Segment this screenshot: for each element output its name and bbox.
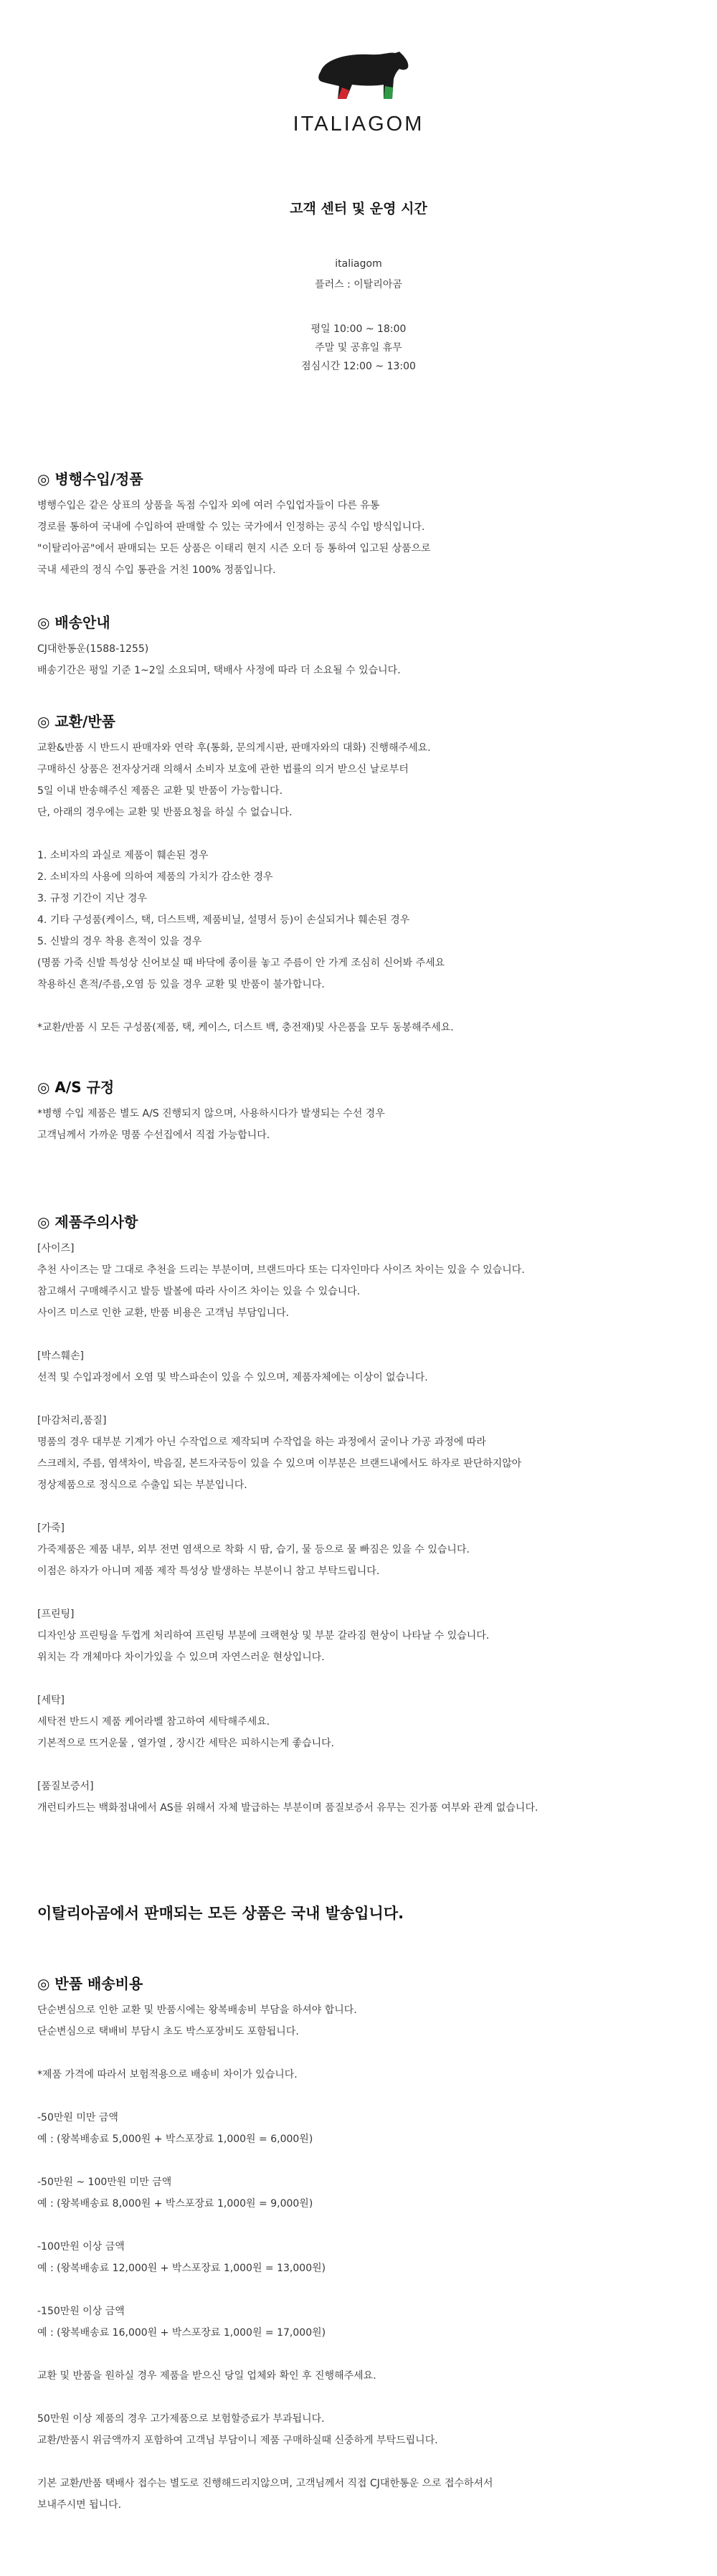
section-title-exchange: ◎ 교환/반품 [37, 713, 115, 730]
section-title-as: ◎ A/S 규정 [37, 1079, 115, 1096]
customer-center-weekday: 평일 10:00 ~ 18:00 [310, 323, 407, 335]
customer-center-lunch: 점심시간 12:00 ~ 13:00 [301, 361, 416, 372]
customer-center-title: 고객 센터 및 운영 시간 [290, 201, 427, 217]
section-title-caution: ◎ 제품주의사항 [37, 1213, 138, 1231]
customer-center-plus: 플러스 : 이탈리아곰 [315, 279, 402, 290]
section-body-exchange: 교환&반품 시 반드시 판매자와 연락 후(통화, 문의게시판, 판매자와의 대화) 진행해주세요. 구매하신 상품은 전자상거래 의해서 소비자 보호에 관한 법률의 의거 받으신 날로부터 5일 이내 반송해주신 제품은 교환 및 반품이 가능합니다. 단, 아래의 경우에는 교환 및 반품요청을 하실 수 없습니다. 1. 소비자의 과실로 제품이 훼손된 경우 2. 소비자의 사용에 의하여 제품의 가치가 감소한 경우 3. 규정 기간이 지난 경우 4. 기타 구성품(케이스, 택, 더스트백, 제품비닐, 설명서 등)이 손실되거나 훼손된 경우 5. 신발의 경우 착용 흔적이 있을 경우 (명품 가죽 신발 특성상 신어보실 때 바닥에 종이를 놓고 주름이 안 가게 조심히 신어봐 주세요 착용하신 흔적/주름,오염 등 있을 경우 교환 및 반품이 불가합니다. *교환/반품 시 모든 구성품(제품, 택, 케이스, 더스트 백, 충전재)및 사은품을 모두 동봉해주세요. [37, 742, 454, 1033]
section-body-shipping: CJ대한통운(1588-1255) 배송기간은 평일 기준 1~2일 소요되며, 택배사 사정에 따라 더 소요될 수 있습니다. [37, 643, 401, 676]
section-body-parallel-import: 병행수입은 같은 상표의 상품을 독점 수입자 외에 여러 수입업자들이 다른 유통 경로를 통하여 국내에 수입하여 판매할 수 있는 국가에서 인정하는 공식 수입 방식입니다. "이탈리아곰"에서 판매되는 모든 상품은 이태리 현지 시즌 오더 등 통하여 입고된 상품으로 국내 세관의 정식 수입 통관을 거친 100% 정품입니다. [37, 500, 431, 576]
customer-center-weekend: 주말 및 공휴일 휴무 [315, 342, 402, 354]
section-title-parallel-import: ◎ 병행수입/정품 [37, 470, 143, 488]
section-body-return-fee: 단순변심으로 인한 교환 및 반품시에는 왕복배송비 부담을 하셔야 합니다. 단순변심으로 택배비 부담시 초도 박스포장비도 포함됩니다. *제품 가격에 따라서 보험적용으로 배송비 차이가 있습니다. -50만원 미만 금액 예 : (왕복배송료 5,000원 + 박스포장료 1,000원 = 6,000원) -50만원 ~ 100만원 미만 금액 예 : (왕복배송료 8,000원 + 박스포장료 1,000원 = 9,000원) -100만원 이상 금액 예 : (왕복배송료 12,000원 + 박스포장료 1,000원 = 13,000원) -150만원 이상 금액 예 : (왕복배송료 16,000원 + 박스포장료 1,000원 = 17,000원) 교환 및 반품을 원하실 경우 제품을 받으신 당일 업체와 확인 후 진행해주세요. 50만원 이상 제품의 경우 고가제품으로 보험할증료가 부과됩니다. 교환/반품시 위금액까지 포함하여 고객님 부담이니 제품 구매하실때 신중하게 부탁드립니다. 기본 교환/반품 택배사 접수는 별도로 진행해드리지않으며, 고객님께서 직접 CJ대한통운 으로 접수하셔서 보내주시면 됩니다. [37, 2004, 493, 2511]
section-title-return-fee: ◎ 반품 배송비용 [37, 1975, 143, 1992]
section-body-caution: [사이즈] 추천 사이즈는 말 그대로 추천을 드리는 부분이며, 브랜드마다 또는 디자인마다 사이즈 차이는 있을 수 있습니다. 참고해서 구매해주시고 발등 발볼에 따라 사이즈 차이는 있을 수 있습니다. 사이즈 미스로 인한 교환, 반품 비용은 고객님 부담입니다. [박스훼손] 선적 및 수입과정에서 오염 및 박스파손이 있을 수 있으며, 제품자체에는 이상이 없습니다. [마감처리,품질] 명품의 경우 대부분 기계가 아닌 수작업으로 제작되며 수작업을 하는 과정에서 굴이나 가공 과정에 따라 스크레치, 주름, 염색차이, 박음질, 본드자국등이 있을 수 있으며 이부분은 브랜드내에서도 하자로 판단하지않아 정상제품으로 정식으로 수출입 되는 부분입니다. [가죽] 가죽제품은 제품 내부, 외부 전면 염색으로 착화 시 땀, 습기, 물 등으로 물 빠짐은 있을 수 있습니다. 이점은 하자가 아니며 제품 제작 특성상 발생하는 부분이니 참고 부탁드립니다. [프린팅] 디자인상 프린팅을 두껍게 처리하여 프린팅 부분에 크랙현상 및 부분 갈라짐 현상이 나타날 수 있습니다. 위치는 각 개체마다 차이가있을 수 있으며 자연스러운 현상입니다. [세탁] 세탁전 반드시 제품 케어라벨 참고하여 세탁해주세요. 기본적으로 뜨거운물 , 열가열 , 장시간 세탁은 피하시는게 좋습니다. [품질보증서] 개런티카드는 백화점내에서 AS를 위해서 자체 발급하는 부분이며 품질보증서 유무는 진가품 여부와 관계 없습니다. [37, 1243, 538, 1814]
bear-logo-icon [305, 43, 412, 104]
domestic-shipping-notice: 이탈리아곰에서 판매되는 모든 상품은 국내 발송입니다. [37, 1905, 404, 1922]
customer-center-store: italiagom [335, 258, 382, 270]
brand-name: ITALIAGOM [293, 113, 424, 136]
section-title-shipping: ◎ 배송안내 [37, 614, 110, 631]
section-body-as: *병행 수입 제품은 별도 A/S 진행되지 않으며, 사용하시다가 발생되는 수선 경우 고객님께서 가까운 명품 수선집에서 직접 가능합니다. [37, 1108, 385, 1141]
brand-logo [0, 43, 717, 136]
